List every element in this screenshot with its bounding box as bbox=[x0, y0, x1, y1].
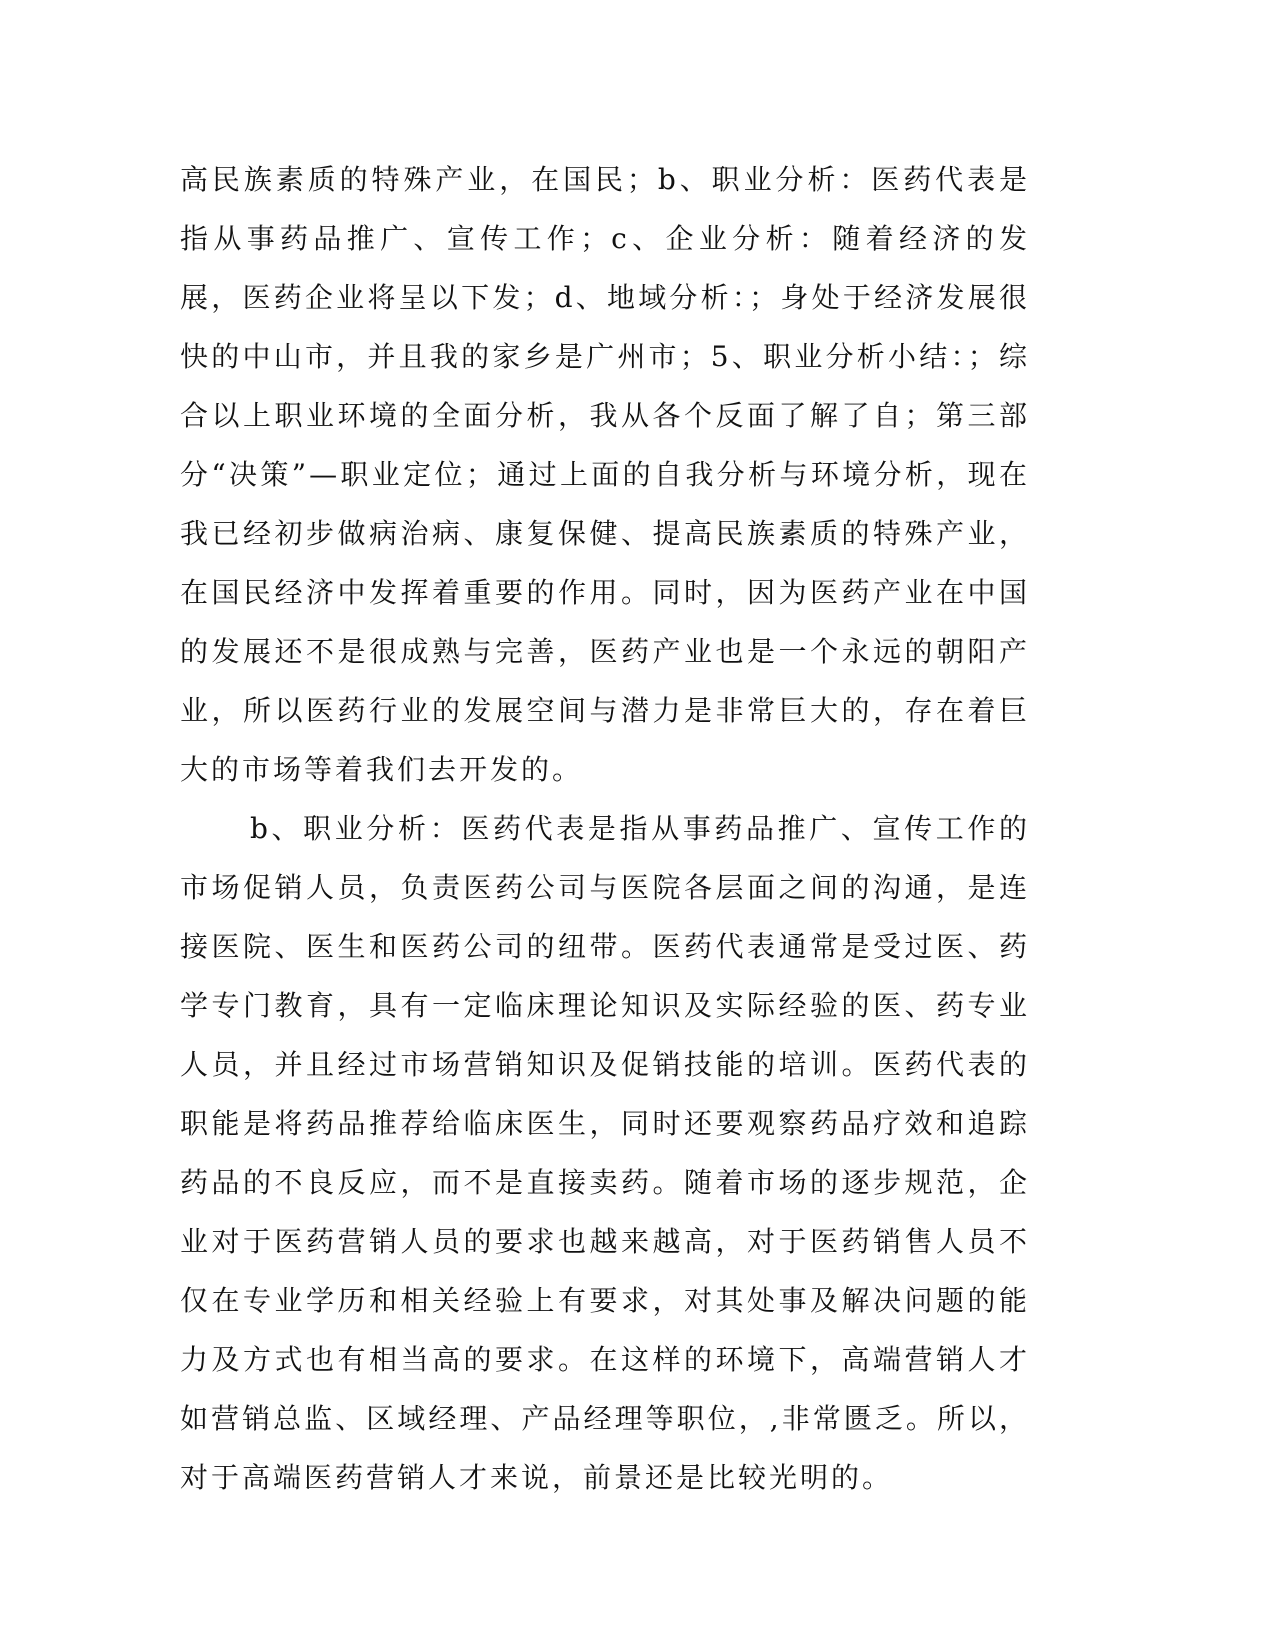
paragraph-1: 高民族素质的特殊产业，在国民；b、职业分析：医药代表是指从事药品推广、宣传工作；c、企业分析：随着经济的发展，医药企业将呈以下发；d、地域分析：；身处于经济发展很快的中山市，并且我的家乡是广州市；5、职业分析小结：；综合以上职业环境的全面分析，我从各个反面了解了自；第三部分“决策”—职业定位；通过上面的自我分析与环境分析，现在我已经初步做病治病、康复保健、提高民族素质的特殊产业，在国民经济中发挥着重要的作用。同时，因为医药产业在中国的发展还不是很成熟与完善，医药产业也是一个永远的朝阳产业，所以医药行业的发展空间与潜力是非常巨大的，存在着巨大的市场等着我们去开发的。 bbox=[180, 163, 1030, 786]
document-body bbox=[180, 150, 1030, 1507]
paragraph-2: b、职业分析：医药代表是指从事药品推广、宣传工作的市场促销人员，负责医药公司与医院各层面之间的沟通，是连接医院、医生和医药公司的纽带。医药代表通常是受过医、药学专门教育，具有一定临床理论知识及实际经验的医、药专业人员，并且经过市场营销知识及促销技能的培训。医药代表的职能是将药品推荐给临床医生，同时还要观察药品疗效和追踪药品的不良反应，而不是直接卖药。随着市场的逐步规范，企业对于医药营销人员的要求也越来越高，对于医药销售人员不仅在专业学历和相关经验上有要求，对其处事及解决问题的能力及方式也有相当高的要求。在这样的环境下，高端营销人才如营销总监、区域经理、产品经理等职位，,非常匮乏。所以，对于高端医药营销人才来说，前景还是比较光明的。 bbox=[180, 812, 1030, 1494]
